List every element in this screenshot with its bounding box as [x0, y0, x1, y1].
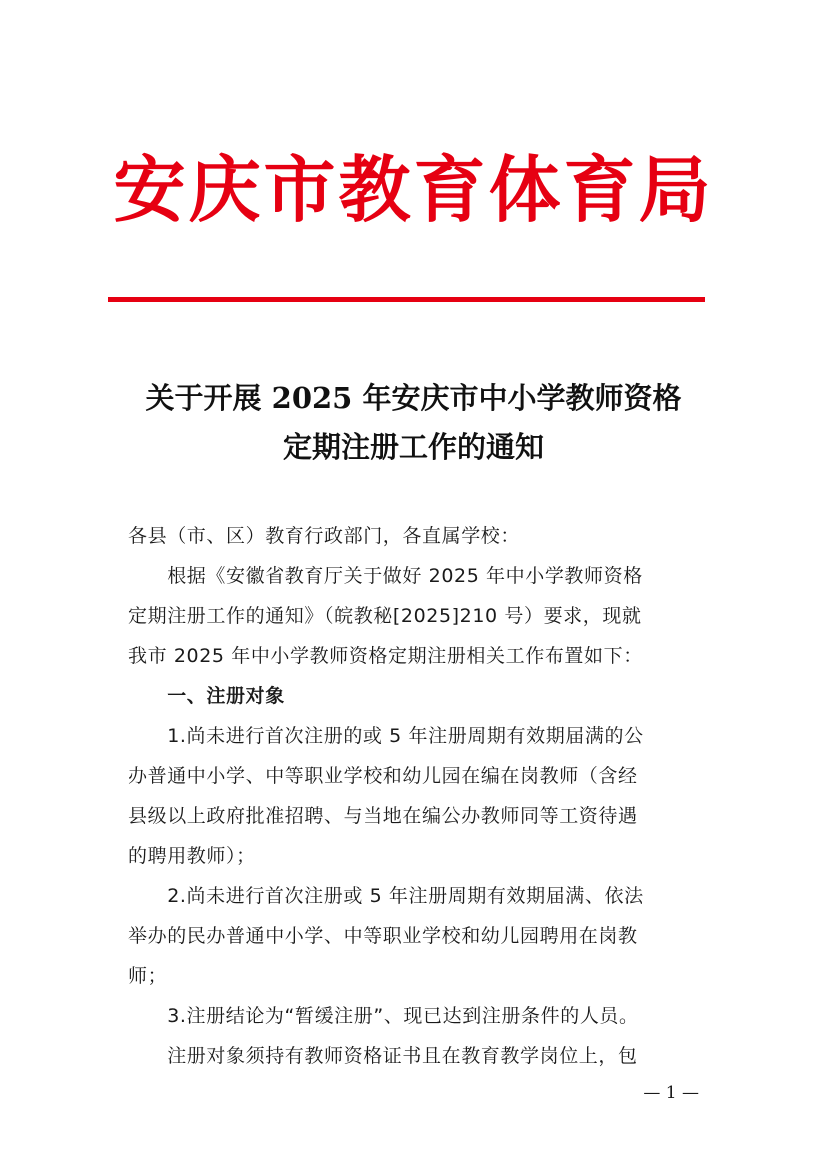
paragraph-line: 举办的民办普通中小学、中等职业学校和幼儿园聘用在岗教 — [128, 925, 638, 947]
section-heading: 一、注册对象 — [128, 685, 285, 707]
issuing-authority-header: 安庆市教育体育局 — [113, 147, 714, 232]
paragraph-line: 注册对象须持有教师资格证书且在教育教学岗位上，包 — [128, 1045, 638, 1067]
paragraph-line: 的聘用教师）； — [128, 845, 256, 867]
paragraph-line: 定期注册工作的通知》（皖教秘[2025]210 号）要求，现就 — [128, 605, 642, 627]
document-title-line-1: 关于开展 2025 年安庆市中小学教师资格 — [145, 381, 682, 415]
paragraph-line: 2.尚未进行首次注册或 5 年注册周期有效期届满、依法 — [128, 885, 644, 907]
document-title-line-2: 定期注册工作的通知 — [282, 430, 544, 464]
paragraph-line: 我市 2025 年中小学教师资格定期注册相关工作布置如下： — [128, 645, 643, 667]
paragraph-line: 县级以上政府批准招聘、与当地在编公办教师同等工资待遇 — [128, 805, 638, 827]
paragraph-line: 办普通中小学、中等职业学校和幼儿园在编在岗教师（含经 — [128, 765, 638, 787]
page-number: — 1 — — [643, 1083, 699, 1103]
paragraph-line: 师； — [128, 965, 168, 987]
paragraph-line: 根据《安徽省教育厅关于做好 2025 年中小学教师资格 — [128, 565, 643, 587]
salutation: 各县（市、区）教育行政部门，各直属学校： — [128, 525, 521, 547]
red-divider-line — [108, 297, 705, 302]
paragraph-line: 3.注册结论为“暂缓注册”、现已达到注册条件的人员。 — [128, 1005, 639, 1027]
paragraph-line: 1.尚未进行首次注册的或 5 年注册周期有效期届满的公 — [128, 725, 644, 747]
